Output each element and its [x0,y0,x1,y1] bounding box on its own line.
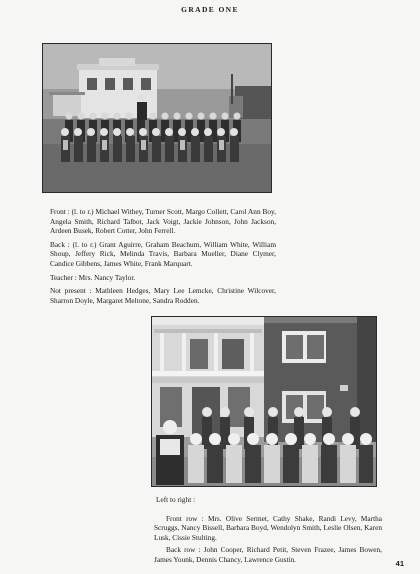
front-row-text [50,207,276,236]
photo-2-caption [154,495,382,568]
front-row-label: Front : [50,207,70,216]
back-row-names-2: John Cooper, Richard Petit, Steven Frazee, James Bowen, James Younk, Dennis Chancy, Lawrence Gustin. [154,545,382,564]
front-row-names: (l. to r.) Michael Withey, Turner Scott, Margo Collett, Carol Ann Boy, Angela Smith, Richard Talbot, Jack Voigt, Jackie Johnson, John Jackson, Ardeen Busek, Robert Cotter, John Ferrell. [50,207,276,236]
class-photo-1 [42,43,272,193]
back-row-text [50,240,276,269]
class-photo-1-image [43,44,271,192]
page-number: 41 [395,559,404,568]
page-heading: GRADE ONE [181,5,239,14]
teacher-text [50,273,276,283]
back-row-label: Back : [50,239,70,249]
front-row-names-2: Mrs. Olive Sermet, Cathy Shake, Randi Levy, Martha Scruggs, Nancy Bissell, Barbara Boyd, Wendolyn Smith, Leslie Olsen, Karen Lusk, Cissie Stulting. [154,513,382,542]
left-to-right-label: Left to right : [156,495,196,504]
not-present-names: Mathleen Hedges, Mary Lee Lemcke, Christine Wilcover, Sharron Doyle, Margaret Meltone, Sandra Rodden. [50,286,276,305]
front-row-label-2: Front row : [166,513,204,523]
class-photo-2 [151,316,377,487]
not-present-label: Not present : [50,286,92,296]
teacher-label: Teacher : [50,272,77,282]
photo-1-caption [50,207,276,309]
back-row-label-2: Back row : [166,545,201,555]
teacher-name: Mrs. Nancy Taylor. [78,272,136,282]
class-photo-2-image [152,317,376,486]
front-row-text-2 [154,514,382,543]
not-present-text [50,286,276,305]
back-row-names: (l. to r.) Grant Aguirre, Graham Beachum, William White, William Shoup, Jeffery Rick, Melinda Travis, Barbara Mueller, Diane Clymer, Candice Gibbens, James White, Frank Marquart. [50,239,276,268]
back-row-text-2 [154,545,382,564]
